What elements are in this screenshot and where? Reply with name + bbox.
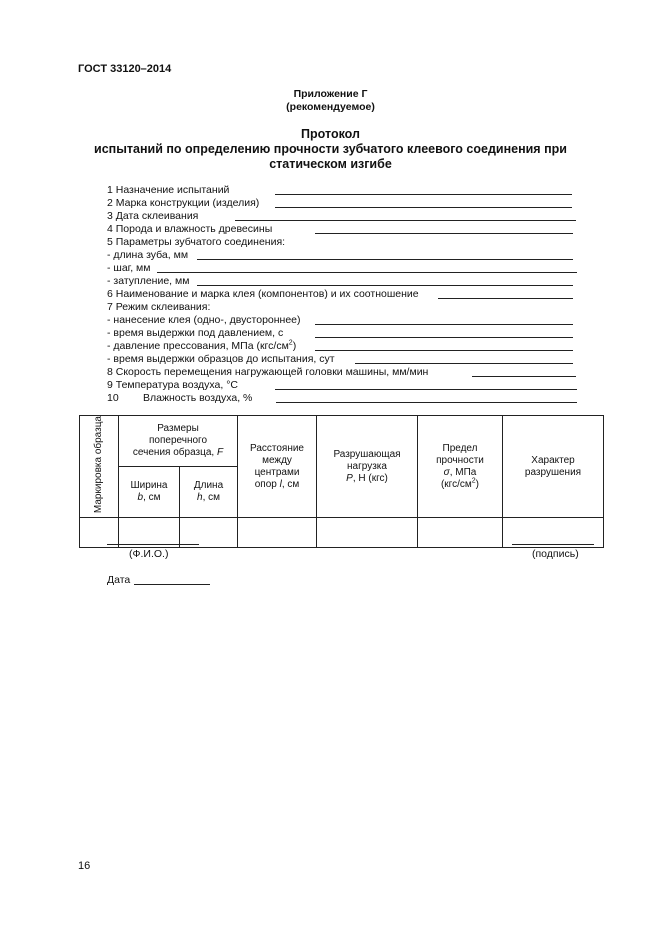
unit-load: , Н (кгс) — [352, 472, 388, 484]
field-label: - длина зуба, мм — [107, 249, 189, 261]
field-air-temperature — [107, 379, 238, 391]
field-gluing-mode — [107, 301, 210, 313]
date-label: Дата — [107, 574, 131, 586]
var-b: b — [137, 492, 144, 504]
protocol-title: Протокол — [301, 127, 360, 141]
results-table — [79, 415, 604, 548]
header-width-line1: Ширина — [130, 480, 168, 492]
header-failure — [503, 416, 604, 518]
field-gluing-date — [107, 210, 198, 222]
page-number: 16 — [78, 860, 91, 872]
field-hold-time-pressure — [107, 327, 283, 339]
field-purpose — [107, 184, 229, 196]
header-strength-line1: Предел — [442, 442, 478, 454]
superscript: 2 — [471, 477, 476, 485]
fill-line[interactable] — [472, 376, 576, 377]
fill-line[interactable] — [157, 272, 577, 273]
cell-strength[interactable] — [418, 518, 503, 548]
header-dimensions-line1: Размеры — [157, 423, 199, 435]
signature-sign-block — [510, 534, 600, 564]
field-label: 4 Порода и влажность древесины — [107, 223, 273, 235]
fill-line[interactable] — [197, 259, 573, 260]
field-press-pressure — [107, 340, 296, 352]
unit-kgs: (кгс/см — [440, 478, 472, 490]
var-l: l — [279, 478, 282, 490]
header-distance-line2: между — [262, 454, 292, 466]
field-label: 2 Марка конструкции (изделия) — [107, 197, 260, 209]
var-p: P — [346, 472, 353, 484]
unit-cm: , см — [281, 478, 300, 490]
close-paren: ) — [292, 340, 297, 352]
header-strength-line2: прочности — [436, 454, 484, 466]
field-label: - время выдержки образцов до испытания, сут — [107, 353, 335, 365]
field-label: 1 Назначение испытаний — [107, 184, 230, 196]
unit-cm: , см — [143, 492, 161, 504]
field-pitch — [107, 262, 151, 274]
header-marking — [80, 416, 119, 518]
cell-load[interactable] — [317, 518, 418, 548]
header-length-line2 — [182, 492, 235, 504]
field-glue-application — [107, 314, 301, 326]
fill-line[interactable] — [197, 285, 573, 286]
header-load-line1: Разрушающая — [333, 448, 401, 460]
header-load-line3 — [319, 473, 415, 485]
header-dimensions-line2: поперечного — [148, 435, 208, 447]
field-label: 8 Скорость перемещения нагружающей головки машины, мм/мин — [107, 366, 429, 378]
protocol-subtitle-line1: испытаний по определению прочности зубчатого клеевого соединения при — [94, 142, 567, 156]
appendix-title: Приложение Г — [293, 88, 368, 100]
header-length — [180, 467, 238, 518]
field-label: 6 Наименование и марка клея (компонентов) и их соотношение — [107, 288, 419, 300]
fill-line[interactable] — [235, 220, 576, 221]
date-block — [107, 574, 227, 590]
fill-line[interactable] — [355, 363, 573, 364]
fill-line[interactable] — [315, 233, 573, 234]
name-line[interactable] — [107, 544, 199, 545]
field-construction-mark — [107, 197, 259, 209]
header-strength-line3 — [420, 467, 500, 479]
field-joint-params — [107, 236, 285, 248]
header-strength-line4 — [420, 479, 500, 491]
header-distance-line4 — [240, 479, 314, 491]
protocol-subtitle-line2: статическом изгибе — [269, 157, 392, 171]
header-distance-text: опор — [254, 478, 277, 490]
header-width-line2 — [121, 492, 177, 504]
header-dimensions-text: сечения образца, — [132, 447, 215, 459]
field-air-humidity — [143, 392, 252, 404]
header-distance-line3: центрами — [254, 466, 300, 478]
header-distance-line1: Расстояние — [249, 442, 304, 454]
header-strength — [418, 416, 503, 518]
close-paren: ) — [475, 478, 480, 490]
document-code: ГОСТ 33120–2014 — [78, 63, 172, 75]
var-h: h — [197, 492, 203, 504]
field-label: 3 Дата склеивания — [107, 210, 199, 222]
field-label: - нанесение клея (одно-, двустороннее) — [107, 314, 301, 326]
sign-caption: (подпись) — [532, 548, 579, 560]
field-glue-name — [107, 288, 419, 300]
field-label: 9 Температура воздуха, °С — [107, 379, 238, 391]
field-wood-species — [107, 223, 272, 235]
fill-line[interactable] — [275, 194, 572, 195]
fill-line[interactable] — [275, 389, 577, 390]
name-caption: (Ф.И.О.) — [129, 548, 169, 560]
superscript: 2 — [288, 339, 293, 347]
header-dimensions-line3 — [121, 447, 235, 459]
header-dimensions — [119, 416, 238, 467]
sign-line[interactable] — [512, 544, 594, 545]
field-label: - давление прессования, МПа (кгс/см — [107, 340, 289, 352]
field-label: - шаг, мм — [107, 262, 151, 274]
field-label: 10 — [107, 392, 119, 404]
field-head-speed — [107, 366, 428, 378]
field-tooth-length — [107, 249, 188, 261]
field-number-10 — [107, 392, 119, 404]
header-load — [317, 416, 418, 518]
fill-line[interactable] — [275, 207, 572, 208]
fill-line[interactable] — [438, 298, 573, 299]
fill-line[interactable] — [276, 402, 577, 403]
header-failure-line1: Характер — [531, 454, 575, 466]
field-label: - время выдержки под давлением, с — [107, 327, 284, 339]
appendix-status: (рекомендуемое) — [286, 101, 375, 113]
header-load-line2: нагрузка — [347, 460, 387, 472]
fill-line[interactable] — [315, 350, 573, 351]
field-hold-time-samples — [107, 353, 335, 365]
signature-name-block — [107, 534, 202, 564]
header-marking-label: Маркировка образца — [93, 416, 104, 514]
fill-line[interactable] — [315, 324, 573, 325]
header-distance — [238, 416, 317, 518]
field-label: 7 Режим склеивания: — [107, 301, 211, 313]
field-label: - затупление, мм — [107, 275, 190, 287]
unit-mpa: , МПа — [449, 466, 477, 478]
var-f: F — [216, 447, 224, 459]
cell-distance[interactable] — [238, 518, 317, 548]
date-line[interactable] — [134, 584, 210, 585]
header-width — [119, 467, 180, 518]
var-sigma: σ — [443, 466, 450, 478]
fill-line[interactable] — [315, 337, 573, 338]
unit-cm: , см — [202, 492, 220, 504]
field-label: Влажность воздуха, % — [143, 392, 253, 404]
header-failure-line2: разрушения — [524, 466, 582, 478]
header-length-line1: Длина — [193, 480, 224, 492]
field-label: 5 Параметры зубчатого соединения: — [107, 236, 286, 248]
field-bluntness — [107, 275, 189, 287]
